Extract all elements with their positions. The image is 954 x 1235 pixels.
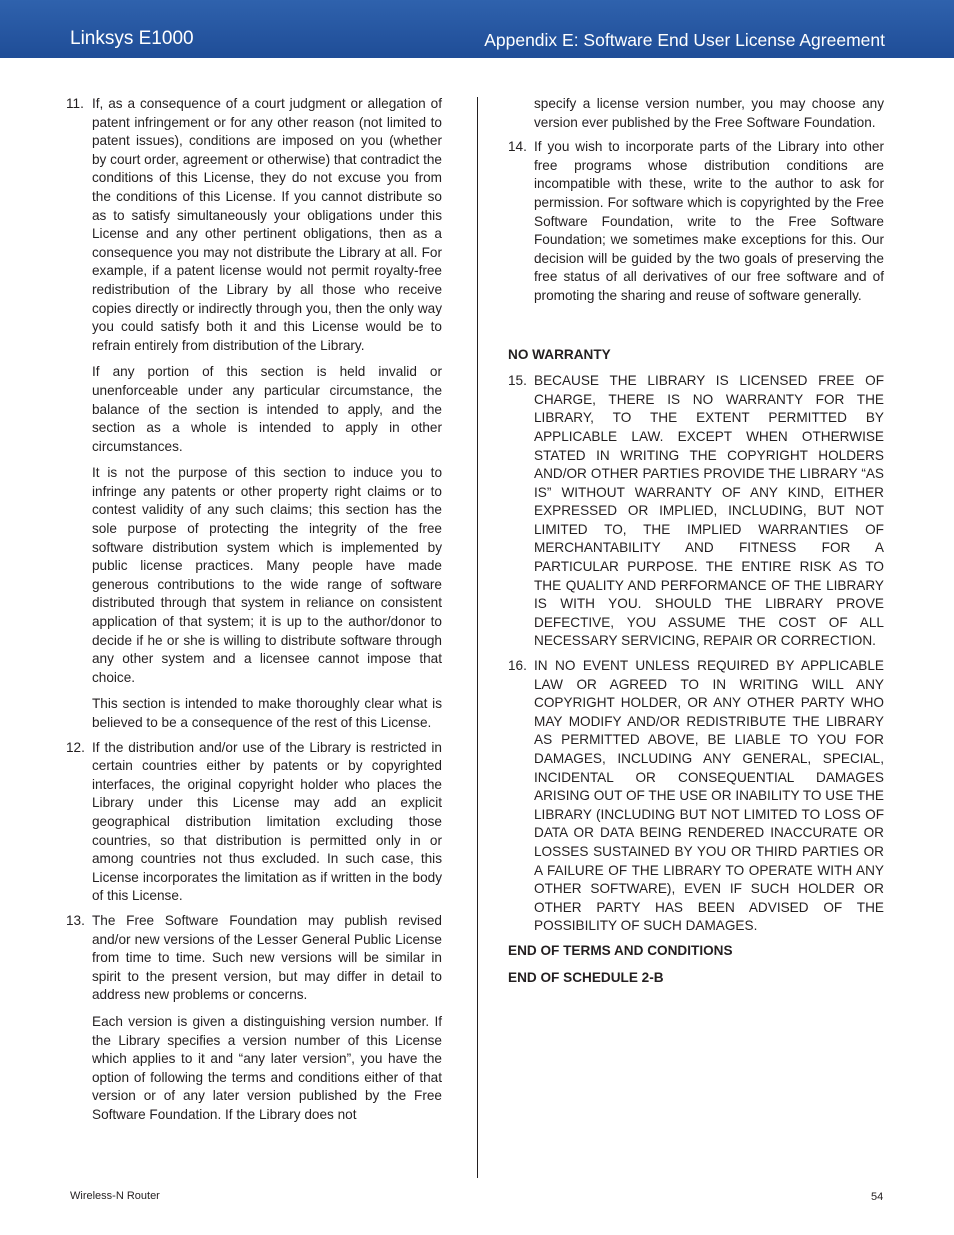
section-16: [508, 657, 884, 936]
section-11: [66, 95, 442, 733]
paragraph: BECAUSE THE LIBRARY IS LICENSED FREE OF CHARGE, THERE IS NO WARRANTY FOR THE LIBRARY, TO THE EXTENT PERMITTED BY APPLICABLE LAW. EXCEPT WHEN OTHERWISE STATED IN WRITING THE COPYRIGHT HOLDERS AND/OR OTHER PARTIES PROVIDE THE LIBRARY “AS IS” WITHOUT WARRANTY OF ANY KIND, EITHER EXPRESSED OR IMPLIED, INCLUDING, BUT NOT LIMITED TO, THE IMPLIED WARRANTIES OF MERCHANTABILITY AND FITNESS FOR A PARTICULAR PURPOSE. THE ENTIRE RISK AS TO THE QUALITY AND PERFORMANCE OF THE LIBRARY IS WITH YOU. SHOULD THE LIBRARY PROVE DEFECTIVE, YOU ASSUME THE COST OF ALL NECESSARY SERVICING, REPAIR OR CORRECTION.: [534, 373, 884, 649]
section-number: 15.: [508, 373, 527, 389]
section-15: [508, 372, 884, 651]
paragraph: If you wish to incorporate parts of the Library into other free programs whose distribution conditions are incompatible with these, write to the author to ask for permission. For software which is copyrighted by the Free Software Foundation, write to the Free Software Foundation; we sometimes make exceptions for this. Our decision will be guided by the two goals of preserving the free status of all derivatives of our free software and of promoting the sharing and reuse of software generally.: [534, 139, 884, 303]
paragraph: If, as a consequence of a court judgment or allegation of patent infringement or for any other reason (not limited to patent issues), conditions are imposed on you (whether by court order, agreement or otherwise) that contradict the conditions of this License, they do not excuse you from the conditions of this License. If you cannot distribute so as to satisfy simultaneously your obligations under this License and any other pertinent obligations, then as a consequence you may not distribute the Library at all. For example, if a patent license would not permit royalty-free redistribution of the Library by all those who receive copies directly or indirectly through you, then the only way you could satisfy both it and this License would be to refrain entirely from distribution of the Library.: [92, 96, 442, 353]
paragraph: If the distribution and/or use of the Library is restricted in certain countries either by patents or by copyrighted interfaces, the original copyright holder who places the Library under this License may add an explicit geographical distribution limitation excluding those countries, so that distribution is permitted only in or among countries not thus excluded. In such case, this License incorporates the limitation as if written in the body of this License.: [92, 739, 442, 904]
paragraph: The Free Software Foundation may publish revised and/or new versions of the Lesser General Public License from time to time. Such new versions will be similar in spirit to the present version, but may differ in detail to address new problems or concerns.: [92, 912, 442, 1003]
section-body: [534, 372, 884, 651]
section-13: [66, 912, 442, 1125]
paragraph: It is not the purpose of this section to induce you to infringe any patents or other property right claims or to contest validity of any such claims; this section has the sole purpose of protecting the integrity of the free software distribution system which is implemented by public license practices. Many people have made generous contributions to the wide range of software distributed through that system in reliance on consistent application of that system; it is up to the author/donor to decide if he or she is willing to distribute software through any other system and a licensee cannot impose that choice.: [92, 465, 442, 685]
section-number: 13.: [66, 912, 85, 928]
section-14: [508, 138, 884, 305]
no-warranty-heading: NO WARRANTY: [508, 346, 611, 362]
page-header: [0, 0, 954, 58]
section-body: [534, 138, 884, 305]
paragraph: IN NO EVENT UNLESS REQUIRED BY APPLICABLE LAW OR AGREED TO IN WRITING WILL ANY COPYRIGHT HOLDER, OR ANY OTHER PARTY WHO MAY MODIFY AND/OR REDISTRIBUTE THE LIBRARY AS PERMITTED ABOVE, BE LIABLE TO YOU FOR DAMAGES, INCLUDING ANY GENERAL, SPECIAL, INCIDENTAL OR CONSEQUENTIAL DAMAGES ARISING OUT OF THE USE OR INABILITY TO USE THE LIBRARY (INCLUDING BUT NOT LIMITED TO LOSS OF DATA OR DATA BEING RENDERED INACCURATE OR LOSSES SUSTAINED BY YOU OR THIRD PARTIES OR A FAILURE OF THE LIBRARY TO OPERATE WITH ANY OTHER SOFTWARE), EVEN IF SUCH HOLDER OR OTHER PARTY HAS BEEN ADVISED OF THE POSSIBILITY OF SUCH DAMAGES.: [534, 658, 884, 934]
section-number: 12.: [66, 739, 85, 755]
section-12: [66, 739, 442, 906]
section-number: 16.: [508, 658, 527, 674]
section-body: [534, 657, 884, 936]
end-terms-heading: END OF TERMS AND CONDITIONS: [508, 942, 733, 958]
left-column: [66, 95, 442, 1130]
footer-product-type: Wireless-N Router: [70, 1190, 160, 1202]
paragraph: If any portion of this section is held invalid or unenforceable under any particular circumstance, the balance of the section is intended to apply, and the section as a whole is intended to apply in other circumstances.: [92, 364, 442, 454]
column-divider: [477, 97, 478, 1178]
section-body: [92, 95, 442, 733]
right-column: [508, 95, 884, 995]
section-number: 11.: [66, 96, 84, 111]
footer-page-number: 54: [871, 1191, 884, 1203]
section-13-continued: specify a license version number, you may choose any version ever published by the Free Software Foundation.: [534, 96, 884, 130]
section-body: [92, 912, 442, 1125]
section-number: 14.: [508, 139, 527, 155]
end-schedule-heading: END OF SCHEDULE 2-B: [508, 969, 664, 985]
paragraph: Each version is given a distinguishing version number. If the Library specifies a version number of this License which applies to it and “any later version”, you have the option of following the terms and conditions either of that version or of any later version published by the Free Software Foundation. If the Library does not: [92, 1013, 442, 1122]
header-product-name: Linksys E1000: [70, 28, 194, 49]
header-section-title: Appendix E: Software End User License Agreement: [484, 30, 885, 50]
paragraph: This section is intended to make thoroughly clear what is believed to be a consequence of the rest of this License.: [92, 696, 442, 730]
section-body: [92, 739, 442, 906]
